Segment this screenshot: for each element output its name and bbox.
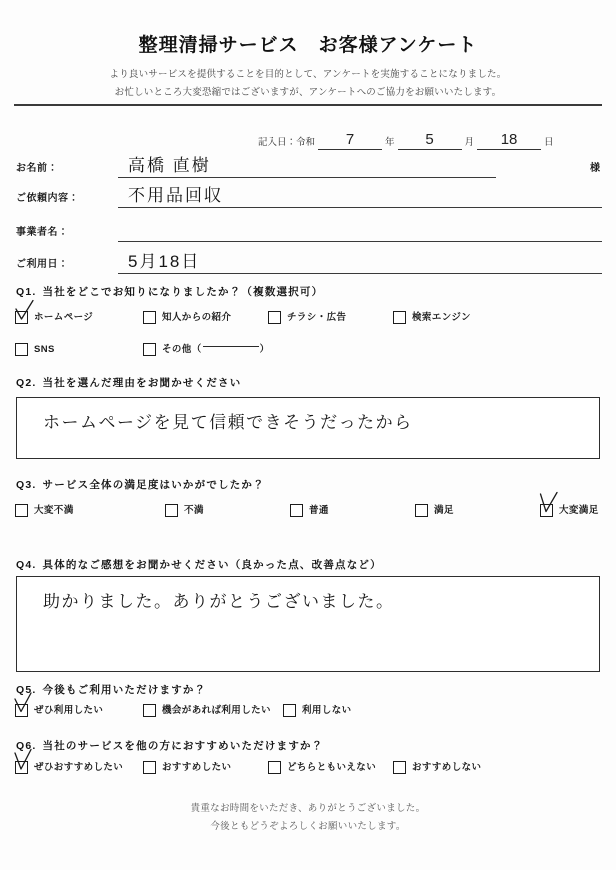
q5-option-if-opportunity[interactable] <box>143 704 271 717</box>
checkbox[interactable] <box>15 761 28 774</box>
q6-option-label: ぜひおすすめしたい <box>34 761 124 773</box>
q1-option-suffix: ） <box>259 343 270 355</box>
q6-option-recommend[interactable] <box>143 761 231 774</box>
checkbox[interactable] <box>415 504 428 517</box>
checkbox[interactable] <box>143 761 156 774</box>
q3-option-label: 不満 <box>184 504 204 516</box>
q1-heading <box>16 284 323 299</box>
q1-option-homepage[interactable] <box>15 311 93 324</box>
business-name-line <box>118 223 602 242</box>
business-name-label: 事業者名： <box>16 227 69 238</box>
customer-name-field[interactable] <box>16 148 600 178</box>
date-month-unit: 月 <box>464 137 475 148</box>
customer-name-label: お名前： <box>16 163 58 174</box>
date-year-value: 7 <box>345 131 355 148</box>
checkbox[interactable] <box>393 761 406 774</box>
q1-option-label: ホームページ <box>34 311 94 323</box>
business-name-field[interactable] <box>16 212 600 242</box>
q5-text: 今後もご利用いただけますか？ <box>42 684 207 696</box>
honorific-suffix: 様 <box>590 163 600 174</box>
request-content-field[interactable] <box>16 178 600 208</box>
q1-option-search-engine[interactable] <box>393 311 471 324</box>
q6-text: 当社のサービスを他の方におすすめいただけますか？ <box>42 740 324 752</box>
q6-heading <box>16 738 323 753</box>
checkbox[interactable] <box>290 504 303 517</box>
q1-text: 当社をどこでお知りになりましたか？（複数選択可） <box>42 286 324 298</box>
checkbox[interactable] <box>165 504 178 517</box>
date-month-value: 5 <box>425 131 434 148</box>
q3-option-satisfied[interactable] <box>415 504 454 517</box>
date-day-unit: 日 <box>544 137 554 148</box>
date-entry-label: 記入日：令和 <box>258 137 316 148</box>
q1-option-label: 検索エンジン <box>412 311 471 323</box>
checkbox[interactable] <box>15 311 28 324</box>
q5-option-label: 利用しない <box>302 704 352 716</box>
q1-number: Q1. <box>16 286 37 298</box>
q4-answer-text: 助かりました。ありがとうございました。 <box>43 592 395 611</box>
q1-option-referral[interactable] <box>143 311 231 324</box>
page-title: 整理清掃サービス お客様アンケート <box>138 35 478 56</box>
q3-option-very-satisfied[interactable] <box>540 504 599 517</box>
q5-option-label: 機会があれば利用したい <box>162 704 271 716</box>
q1-option-other[interactable] <box>143 343 270 356</box>
q3-option-very-dissatisfied[interactable] <box>15 504 74 517</box>
request-content-value: 不用品回収 <box>128 186 223 205</box>
q2-number: Q2. <box>16 377 37 389</box>
q2-heading <box>16 375 241 390</box>
q6-option-definitely-recommend[interactable] <box>15 761 123 774</box>
q3-text: サービス全体の満足度はいかがでしたか？ <box>42 479 265 491</box>
checkbox[interactable] <box>15 704 28 717</box>
q2-answer-text: ホームページを見て信頼できそうだったから <box>43 413 413 432</box>
q3-heading <box>16 477 265 492</box>
header-divider <box>14 104 602 106</box>
checkbox[interactable] <box>15 343 28 356</box>
q2-answer-box[interactable] <box>16 397 600 459</box>
q1-option-label: 知人からの紹介 <box>162 311 232 323</box>
checkbox[interactable] <box>15 504 28 517</box>
date-year-unit: 年 <box>385 137 395 148</box>
subtitle-line-2: お忙しいところ大変恐縮ではございますが、アンケートへのご協力をお願いいたします。 <box>114 87 502 98</box>
q1-other-write-in-line[interactable] <box>203 346 259 347</box>
checkbox[interactable] <box>143 311 156 324</box>
q3-option-label: 大変満足 <box>559 504 599 516</box>
subtitle-line-1: より良いサービスを提供することを目的として、アンケートを実施することになりました。 <box>109 69 507 80</box>
q5-option-label: ぜひ利用したい <box>34 704 104 716</box>
q4-number: Q4. <box>16 559 37 571</box>
checkbox[interactable] <box>393 311 406 324</box>
q1-option-label: SNS <box>34 343 55 355</box>
q4-text: 具体的なご感想をお聞かせください（良かった点、改善点など） <box>42 559 382 571</box>
q5-heading <box>16 682 206 697</box>
q3-option-neutral[interactable] <box>290 504 329 517</box>
q5-option-definitely-use-again[interactable] <box>15 704 103 717</box>
q6-option-neutral[interactable] <box>268 761 376 774</box>
q6-option-label: どちらともいえない <box>287 761 377 773</box>
q2-text: 当社を選んだ理由をお聞かせください <box>42 377 242 389</box>
checkbox[interactable] <box>268 311 281 324</box>
q3-number: Q3. <box>16 479 37 491</box>
date-entry-row <box>258 124 608 150</box>
q1-option-sns[interactable] <box>15 343 55 356</box>
request-content-label: ご依頼内容： <box>16 193 79 204</box>
q6-option-label: おすすめしたい <box>162 761 232 773</box>
checkbox[interactable] <box>143 343 156 356</box>
checkbox[interactable] <box>540 504 553 517</box>
date-day-value: 18 <box>500 131 518 148</box>
q1-option-label: チラシ・広告 <box>287 311 347 323</box>
q6-number: Q6. <box>16 740 37 752</box>
footer-line-1: 貴重なお時間をいただき、ありがとうございました。 <box>190 803 426 814</box>
checkbox[interactable] <box>143 704 156 717</box>
q3-option-label: 大変不満 <box>34 504 74 516</box>
q3-option-dissatisfied[interactable] <box>165 504 204 517</box>
q5-number: Q5. <box>16 684 37 696</box>
q5-option-will-not-use[interactable] <box>283 704 352 717</box>
customer-name-value: 高橋 直樹 <box>128 156 211 175</box>
q3-option-label: 満足 <box>434 504 454 516</box>
q4-answer-box[interactable] <box>16 576 600 672</box>
usage-date-field[interactable] <box>16 244 600 274</box>
q6-option-would-not-recommend[interactable] <box>393 761 481 774</box>
footer-line-2: 今後ともどうぞよろしくお願いいたします。 <box>210 821 406 832</box>
usage-date-value: 5月18日 <box>128 252 201 271</box>
checkbox[interactable] <box>268 761 281 774</box>
q1-option-flyer-ad[interactable] <box>268 311 346 324</box>
q3-option-label: 普通 <box>309 504 329 516</box>
checkbox[interactable] <box>283 704 296 717</box>
q4-heading <box>16 557 382 572</box>
q1-option-label: その他（ <box>162 343 202 355</box>
usage-date-label: ご利用日： <box>16 259 69 270</box>
q6-option-label: おすすめしない <box>412 761 482 773</box>
